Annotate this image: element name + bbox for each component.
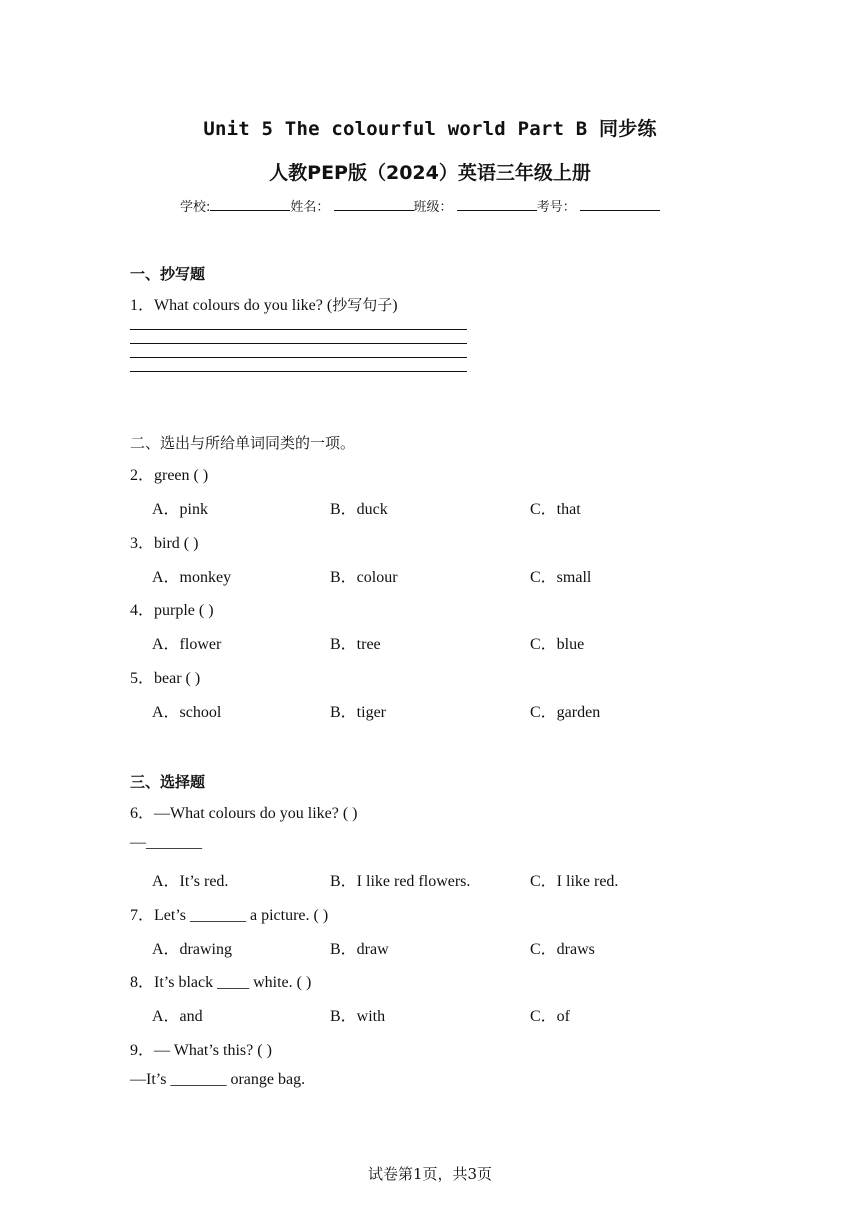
class-field[interactable]	[457, 198, 537, 211]
question-1	[130, 292, 398, 315]
page-title: Unit 5 The colourful world Part B 同步练	[203, 118, 657, 140]
question-3-stem: 3．bird ( )	[130, 535, 199, 552]
question-7-option-b[interactable]: B．draw	[330, 941, 389, 958]
question-4-option-a[interactable]: A．flower	[152, 636, 222, 653]
question-3-option-b[interactable]: B．colour	[330, 569, 398, 586]
question-2-option-b[interactable]: B．duck	[330, 501, 388, 518]
question-1-text: 1．What colours do you like? (	[130, 297, 333, 314]
school-field[interactable]	[210, 198, 290, 211]
question-4-option-b[interactable]: B．tree	[330, 636, 381, 653]
exam-number-label: 考号：	[536, 200, 576, 215]
question-6-stem: 6．—What colours do you like? ( )	[130, 805, 358, 822]
question-4-option-c[interactable]: C．blue	[530, 636, 585, 653]
name-label: 姓名：	[290, 200, 330, 215]
writing-line[interactable]	[130, 371, 467, 372]
question-5-option-a[interactable]: A．school	[152, 704, 222, 721]
question-7-option-a[interactable]: A．drawing	[152, 941, 232, 958]
question-6-option-b[interactable]: B．I like red flowers.	[330, 873, 471, 890]
student-info-line	[180, 196, 660, 215]
writing-line[interactable]	[130, 343, 467, 344]
question-7-option-c[interactable]: C．draws	[530, 941, 595, 958]
class-label: 班级：	[413, 200, 453, 215]
writing-line[interactable]	[130, 357, 467, 358]
question-6-option-a[interactable]: A．It’s red.	[152, 873, 229, 890]
question-6-option-c[interactable]: C．I like red.	[530, 873, 619, 890]
exam-number-field[interactable]	[580, 198, 660, 211]
question-5-option-b[interactable]: B．tiger	[330, 704, 386, 721]
question-8-option-c[interactable]: C．of	[530, 1008, 571, 1025]
question-3-option-a[interactable]: A．monkey	[152, 569, 232, 586]
question-8-stem: 8．It’s black ____ white. ( )	[130, 974, 312, 991]
question-2-stem: 2．green ( )	[130, 467, 209, 484]
question-1-note: 抄写句子	[332, 296, 393, 314]
name-field[interactable]	[334, 198, 414, 211]
question-4-stem: 4．purple ( )	[130, 602, 214, 619]
question-6-answer-line: —_______	[130, 834, 202, 851]
question-3-option-c[interactable]: C．small	[530, 569, 592, 586]
section-heading-choice: 三、选择题	[130, 773, 206, 791]
question-8-option-b[interactable]: B．with	[330, 1008, 386, 1025]
section-heading-copy: 一、抄写题	[130, 265, 206, 283]
question-1-close: )	[392, 297, 398, 314]
question-9-line-2: —It’s _______ orange bag.	[130, 1071, 306, 1088]
question-5-stem: 5．bear ( )	[130, 670, 201, 687]
question-9-stem: 9．— What’s this? ( )	[130, 1042, 272, 1059]
section-heading-classify: 二、选出与所给单词同类的一项。	[130, 434, 356, 452]
question-2-option-c[interactable]: C．that	[530, 501, 581, 518]
question-7-stem: 7．Let’s _______ a picture. ( )	[130, 907, 329, 924]
question-5-option-c[interactable]: C．garden	[530, 704, 601, 721]
page-subtitle: 人教PEP版（2024）英语三年级上册	[269, 162, 591, 184]
school-label: 学校:	[180, 200, 211, 215]
question-2-option-a[interactable]: A．pink	[152, 501, 209, 518]
writing-line[interactable]	[130, 329, 467, 330]
page-footer: 试卷第1页，共3页	[367, 1165, 493, 1183]
question-8-option-a[interactable]: A．and	[152, 1008, 203, 1025]
